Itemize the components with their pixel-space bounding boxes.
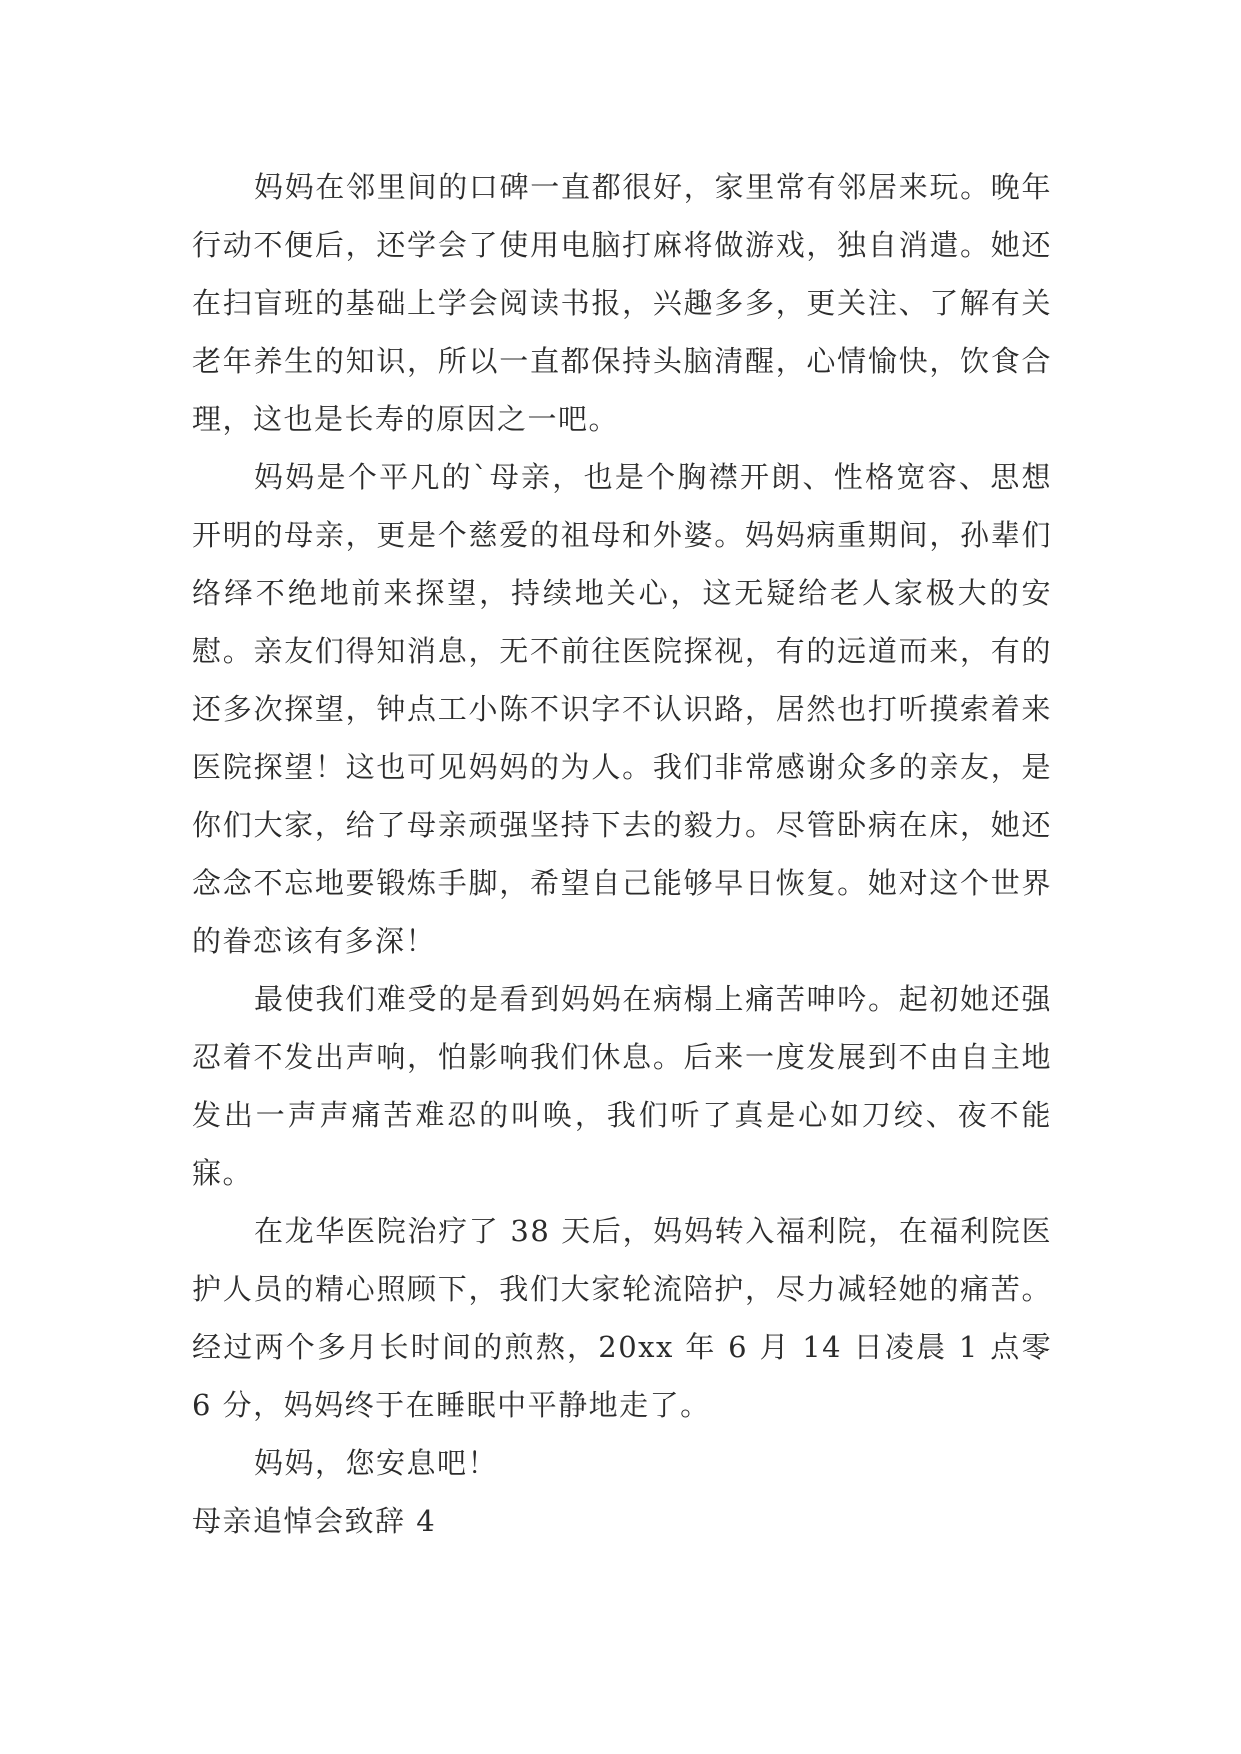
paragraph-5: 妈妈，您安息吧！ (254, 1446, 499, 1480)
paragraph-2: 妈妈是个平凡的`母亲，也是个胸襟开朗、性格宽容、思想开明的母亲，更是个慈爱的祖母和外婆。妈妈病重期间，孙辈们络绎不绝地前来探望，持续地关心，这无疑给老人家极大的安慰。亲友们得知消息，无不前往医院探视，有的远道而来，有的还多次探望，钟点工小陈不识字不认识路，居然也打听摸索着来医院探望！这也可见妈妈的为人。我们非常感谢众多的亲友，是你们大家，给了母亲顽强坚持下去的毅力。尽管卧病在床，她还念念不忘地要锻炼手脚，希望自己能够早日恢复。她对这个世界的眷恋该有多深！ (192, 460, 1052, 958)
paragraph-3: 最使我们难受的是看到妈妈在病榻上痛苦呻吟。起初她还强忍着不发出声响，怕影响我们休息。后来一度发展到不由自主地发出一声声痛苦难忍的叫唤，我们听了真是心如刀绞、夜不能寐。 (192, 982, 1052, 1190)
section-heading: 母亲追悼会致辞 4 (192, 1504, 437, 1538)
paragraph-1: 妈妈在邻里间的口碑一直都很好，家里常有邻居来玩。晚年行动不便后，还学会了使用电脑打麻将做游戏，独自消遣。她还在扫盲班的基础上学会阅读书报，兴趣多多，更关注、了解有关老年养生的知识，所以一直都保持头脑清醒，心情愉快，饮食合理，这也是长寿的原因之一吧。 (192, 170, 1052, 436)
document-body (192, 158, 1052, 1550)
paragraph-4: 在龙华医院治疗了 38 天后，妈妈转入福利院，在福利院医护人员的精心照顾下，我们大家轮流陪护，尽力减轻她的痛苦。经过两个多月长时间的煎熬，20xx 年 6 月 14 日凌晨 1 点零 6 分，妈妈终于在睡眠中平静地走了。 (192, 1214, 1052, 1422)
